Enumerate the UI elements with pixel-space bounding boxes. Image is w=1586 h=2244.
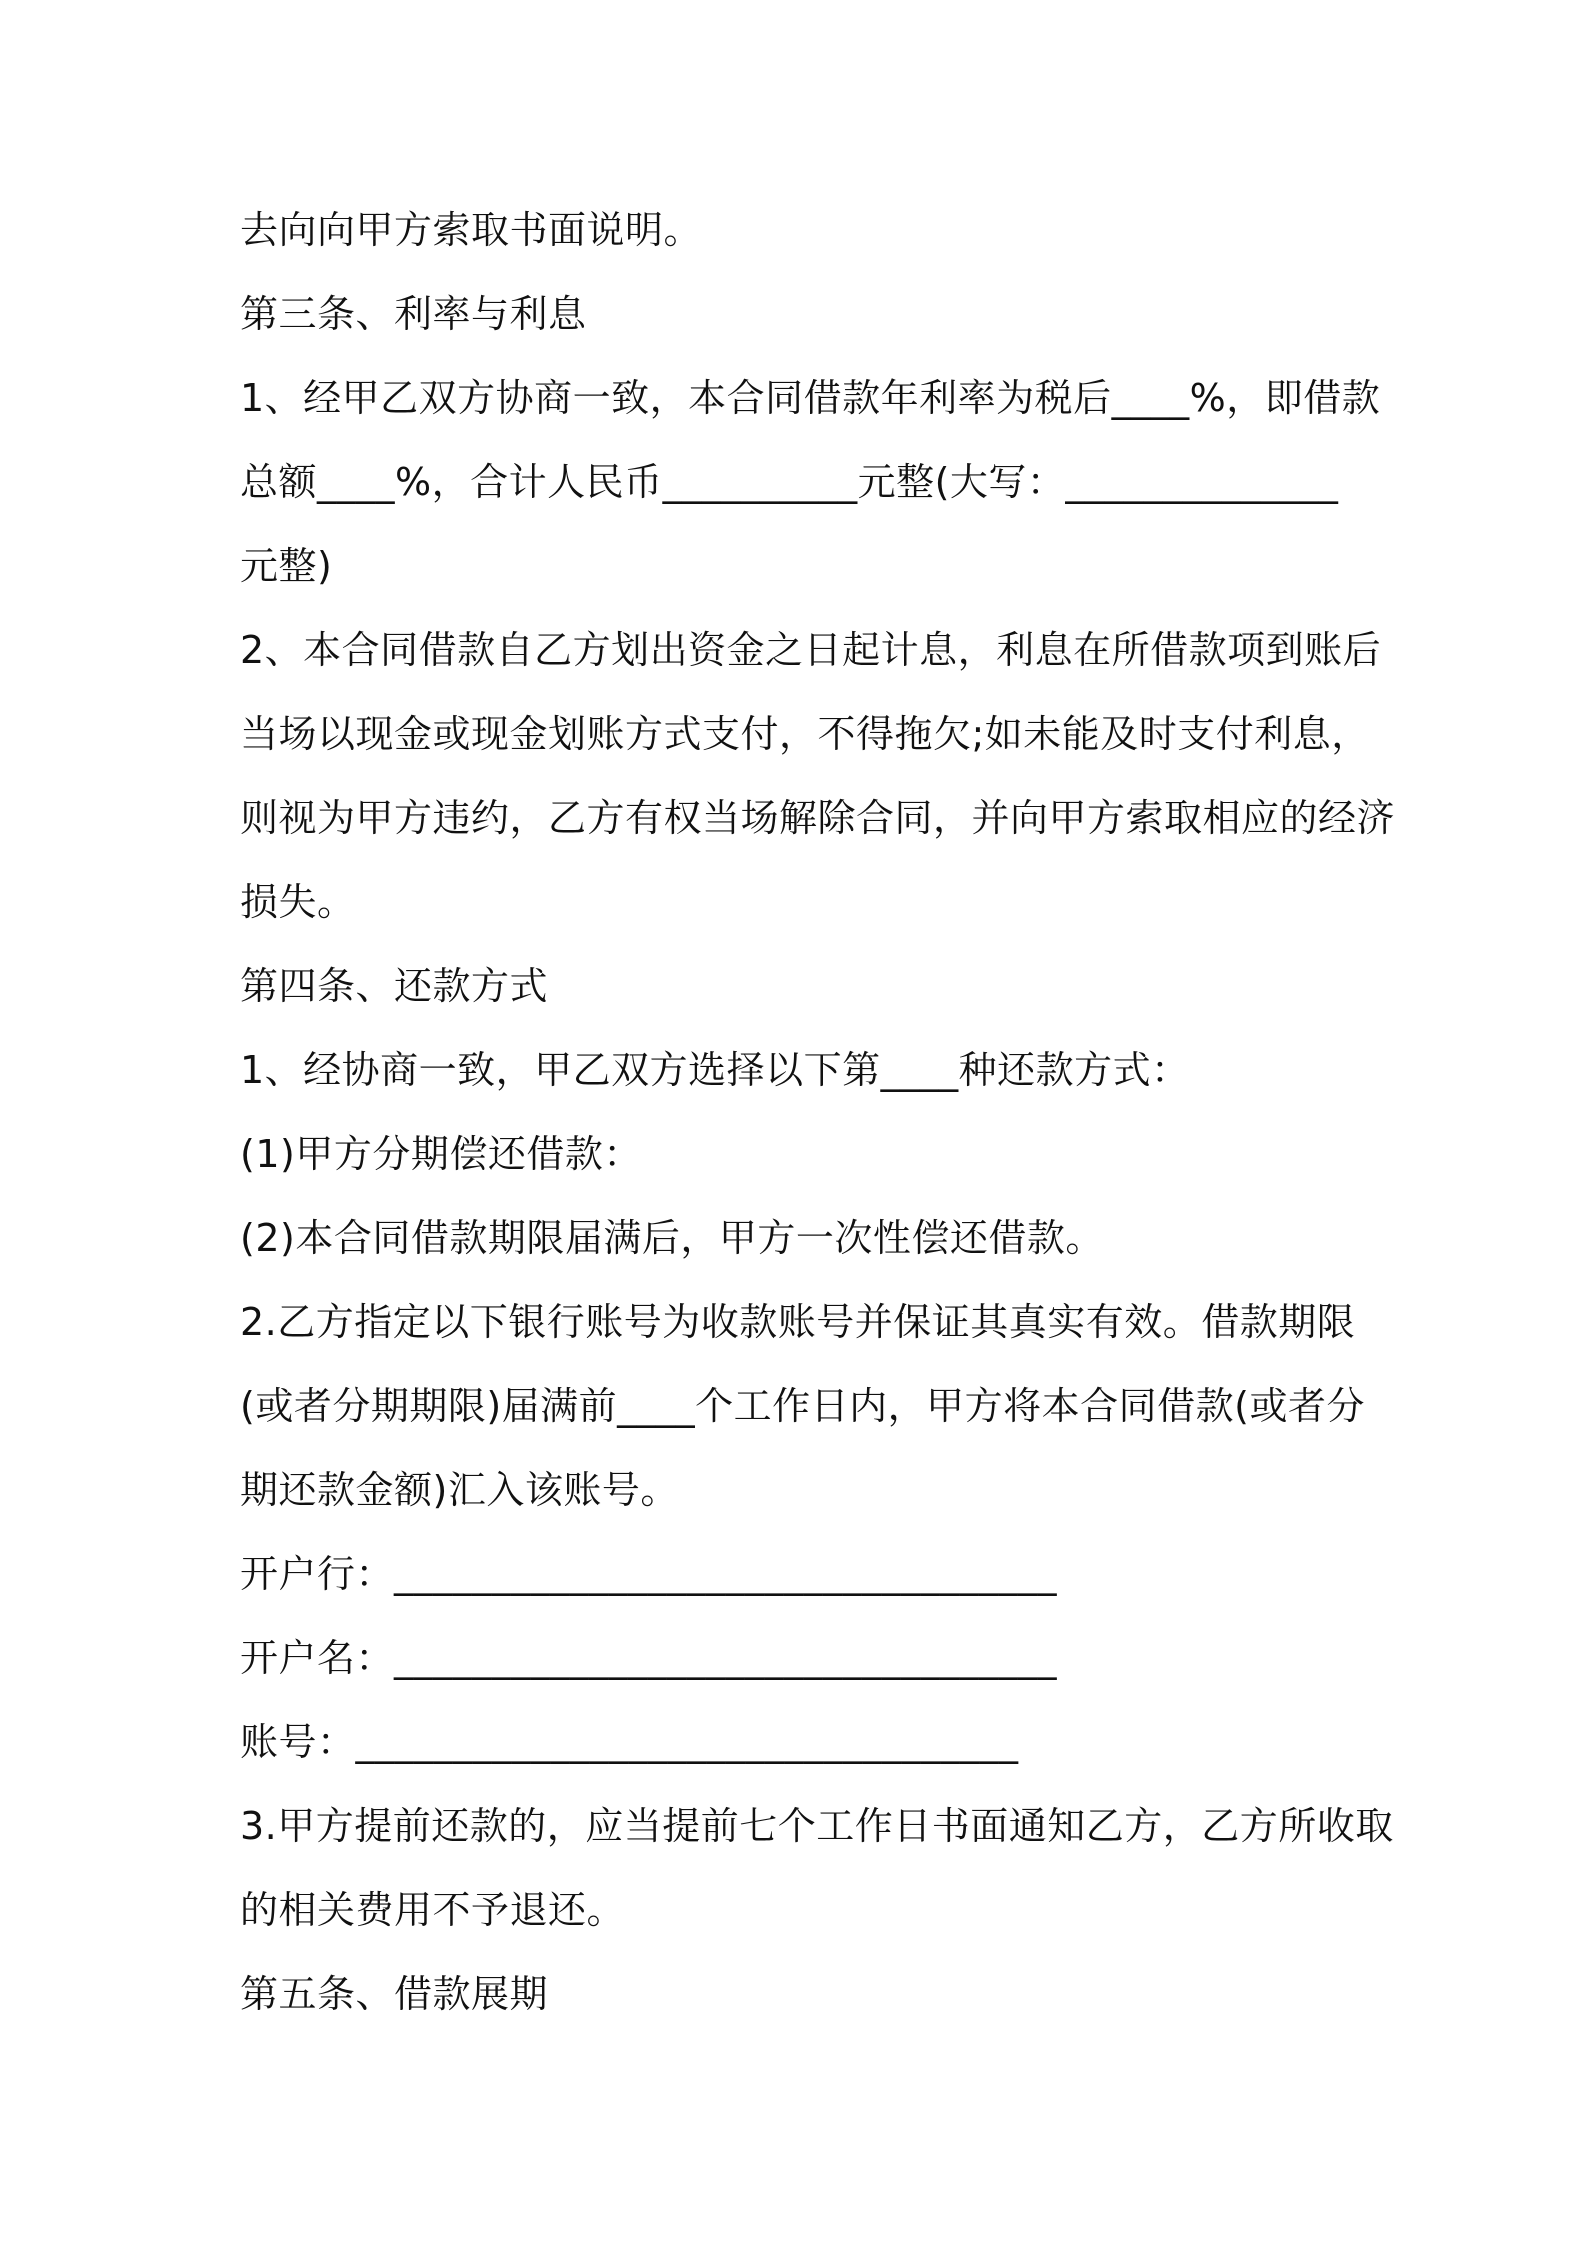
section-heading: 第三条、利率与利息 <box>240 292 587 336</box>
paragraph-line: 2、本合同借款自乙方划出资金之日起计息，利息在所借款项到账后 <box>240 628 1382 672</box>
account-number-field: 账号：__________________________________ <box>240 1720 1019 1764</box>
paragraph-line: 当场以现金或现金划账方式支付，不得拖欠;如未能及时支付利息， <box>240 712 1370 756</box>
paragraph-line: 损失。 <box>240 880 356 924</box>
paragraph-line: 的相关费用不予退还。 <box>240 1888 626 1932</box>
paragraph-line: 2.乙方指定以下银行账号为收款账号并保证其真实有效。借款期限 <box>240 1300 1356 1344</box>
paragraph-line: 期还款金额)汇入该账号。 <box>240 1468 679 1512</box>
section-heading: 第四条、还款方式 <box>240 964 549 1008</box>
paragraph-line: 去向向甲方索取书面说明。 <box>240 208 703 252</box>
section-heading: 第五条、借款展期 <box>240 1972 549 2016</box>
paragraph-line: 1、经协商一致，甲乙双方选择以下第____种还款方式： <box>240 1048 1190 1092</box>
paragraph-line: (或者分期期限)届满前____个工作日内，甲方将本合同借款(或者分 <box>240 1384 1365 1428</box>
paragraph-line: 则视为甲方违约，乙方有权当场解除合同，并向甲方索取相应的经济 <box>240 796 1396 840</box>
paragraph-line: 总额____%，合计人民币__________元整(大写：______________ <box>240 460 1339 504</box>
paragraph-line: (2)本合同借款期限届满后，甲方一次性偿还借款。 <box>240 1216 1104 1260</box>
paragraph-line: 3.甲方提前还款的，应当提前七个工作日书面通知乙方，乙方所收取 <box>240 1804 1394 1848</box>
bank-name-field: 开户行：__________________________________ <box>240 1552 1058 1596</box>
paragraph-line: 元整) <box>240 544 333 588</box>
paragraph-line: 1、经甲乙双方协商一致，本合同借款年利率为税后____%，即借款 <box>240 376 1381 420</box>
account-holder-field: 开户名：__________________________________ <box>240 1636 1058 1680</box>
paragraph-line: (1)甲方分期偿还借款： <box>240 1132 642 1176</box>
